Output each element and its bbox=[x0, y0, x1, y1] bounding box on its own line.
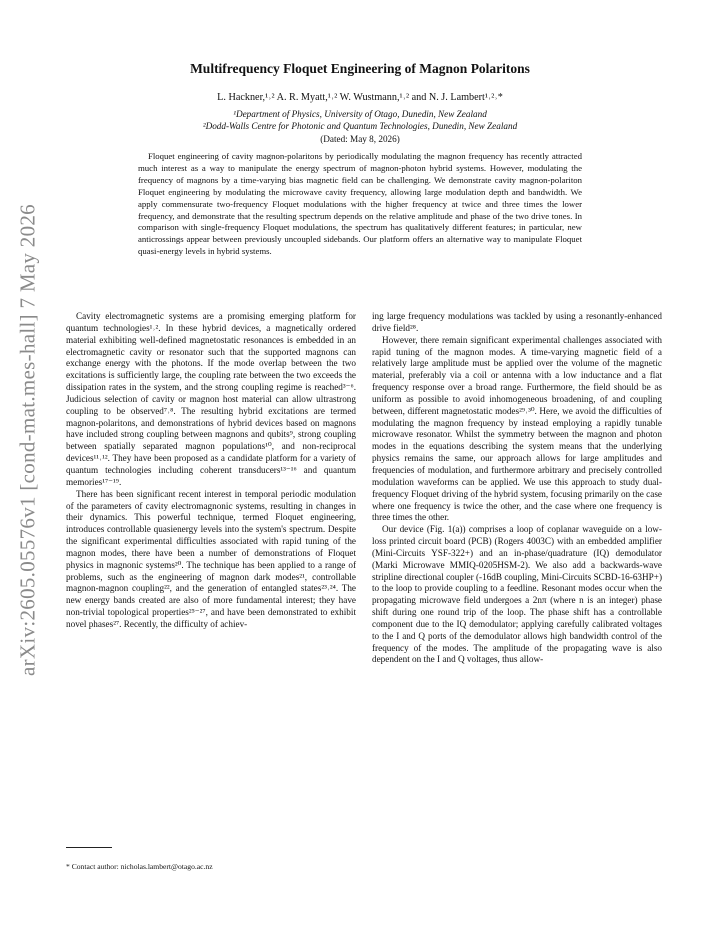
paragraph: Cavity electromagnetic systems are a promising emerging platform for quantum technologies¹˒². In these hybrid devices, a magnetically ordered material exhibiting well-defined magnetostatic resonances is embedded in an electromagnetic cavity or resonator such that the supported magnons can exchange energy with the photons. If the mode overlap between the two excitations is sufficiently large, the coupling rate between the two exceeds the dissipation rates in the system, and the strong coupling regime is reached³⁻⁶. Judicious selection of cavity or magnon host material can allow ultrastrong coupling to be observed⁷˒⁸. The resulting hybrid excitations are termed magnon-polaritons, and demonstrations of hybrid devices based on magnons have included strong coupling between magnons and qubits⁹, strong coupling between spatially separated magnon populations¹⁰, and non-reciprocal devices¹¹˒¹². They have been proposed as a candidate platform for a variety of quantum technologies including coherent transducers¹³⁻¹⁶ and quantum memories¹⁷⁻¹⁹. bbox=[66, 311, 356, 487]
affiliation-1: ¹Department of Physics, University of Otago, Dunedin, New Zealand bbox=[233, 109, 487, 119]
body-column-right bbox=[372, 311, 662, 666]
paragraph: However, there remain significant experimental challenges associated with rapid tuning of the magnon modes. A time-varying magnetic field of a relatively large amplitude must be applied over the volume of the magnetic material, preferably via a coil or antenna with a low inductance and a flat frequency response over a broad range. Furthermore, the field should be as uniform as possible to avoid inhomogeneous broadening, of and coupling between, different magnetostatic modes²⁹˒³⁰. Here, we avoid the difficulties of modulating the magnon frequency by instead employing a rapidly tunable microwave resonator. Whilst the symmetry between the magnon and photon modes in the equations describing the system means that the underlying physics remains the same, our approach allows for large amplitudes and frequencies of modulation, and furthermore arbitrary and precisely controlled modulation waveforms can be applied. We use this approach to study dual-frequency Floquet driving of the hybrid system, focusing primarily on the case where one frequency is twice the other, and the case where one frequency is three times the other. bbox=[372, 334, 662, 523]
footnote: * Contact author: nicholas.lambert@otago.ac.nz bbox=[66, 862, 213, 871]
paragraph: There has been significant recent interest in temporal periodic modulation of the parameters of cavity electromagnonic systems, resulting in changes in their dynamics. This powerful technique, termed Floquet engineering, introduces controllable quasienergy levels into the system's spectrum. Despite the significant experimental difficulties associated with rapid tuning of the magnon modes, there have been a number of demonstrations of Floquet physics in magnonic systems²⁰. The technique has been applied to a range of problems, such as the engineering of magnon dark modes²¹, controllable magnon-magnon coupling²², and the generation of entangled states²³˒²⁴. The new energy bands created are also of more fundamental interest; they have non-trivial topological properties²⁵⁻²⁷, and have been demonstrated to exhibit novel phases²⁷. Recently, the difficulty of achiev- bbox=[66, 488, 356, 629]
paragraph: Our device (Fig. 1(a)) comprises a loop of coplanar waveguide on a low-loss printed circuit board (PCB) (Rogers 4003C) with an embedded amplifier (Mini-Circuits YSF-322+) and an in-phase/quadrature (IQ) demodulator (Marki Microwave MMIQ-0205HSM-2). We also add a backwards-wave stripline directional coupler (-16dB coupling, Mini-Circuits SCBD-16-63HP+) to the loop to provide coupling to a feedline. Resonant modes occur when the propagating microwave field undergoes a 2nπ (where n is an integer) phase shift during one round trip of the loop. The phase shift has a controllable component due to the IQ demodulator; applying carefully calibrated voltages to the I and Q ports of the demodulator allows high bandwidth control of the frequency of the modes. The amplitude of the propagating wave is also dependent on the I and Q voltages, thus allow- bbox=[372, 524, 662, 665]
footnote-rule bbox=[66, 847, 112, 848]
body-column-left bbox=[66, 311, 356, 631]
affiliation-2: ²Dodd-Walls Centre for Photonic and Quantum Technologies, Dunedin, New Zealand bbox=[202, 121, 518, 131]
abstract: Floquet engineering of cavity magnon-polaritons by periodically modulating the magnon frequency has recently attracted much interest as a way to manipulate the energy spectrum of magnon-photon hybrid systems. However, modulating the frequency of magnons by a time-varying bias magnetic field can be challenging. We demonstrate cavity magnon-polariton Floquet engineering by modulating the microwave cavity frequency, allowing large modulation depth and bandwidth. We apply commensurate two-frequency Floquet modulations with the higher frequency at twice and three times the lower frequency, and demonstrate that the resulting spectrum depends on the relative amplitude and phase of the two drive tones. In comparison with single-frequency Floquet modulations, the spectrum has qualitatively different features; in particular, new anticrossings appear between previously uncoupled sidebands. Our platform offers an alternative way to manipulate Floquet quasi-energy levels in hybrid systems. bbox=[138, 151, 582, 257]
author-list: L. Hackner,¹˒² A. R. Myatt,¹˒² W. Wustmann,¹˒² and N. J. Lambert¹˒²˒* bbox=[217, 92, 503, 103]
paragraph: ing large frequency modulations was tackled by using a resonantly-enhanced drive field²⁸. bbox=[372, 311, 662, 333]
arxiv-id-text: arXiv:2605.05576v1 [cond-mat.mes-hall] 7 May 2026 bbox=[15, 204, 40, 676]
arxiv-identifier bbox=[10, 205, 46, 675]
date-line: (Dated: May 8, 2026) bbox=[320, 134, 400, 144]
paper-title: Multifrequency Floquet Engineering of Magnon Polaritons bbox=[190, 61, 530, 76]
